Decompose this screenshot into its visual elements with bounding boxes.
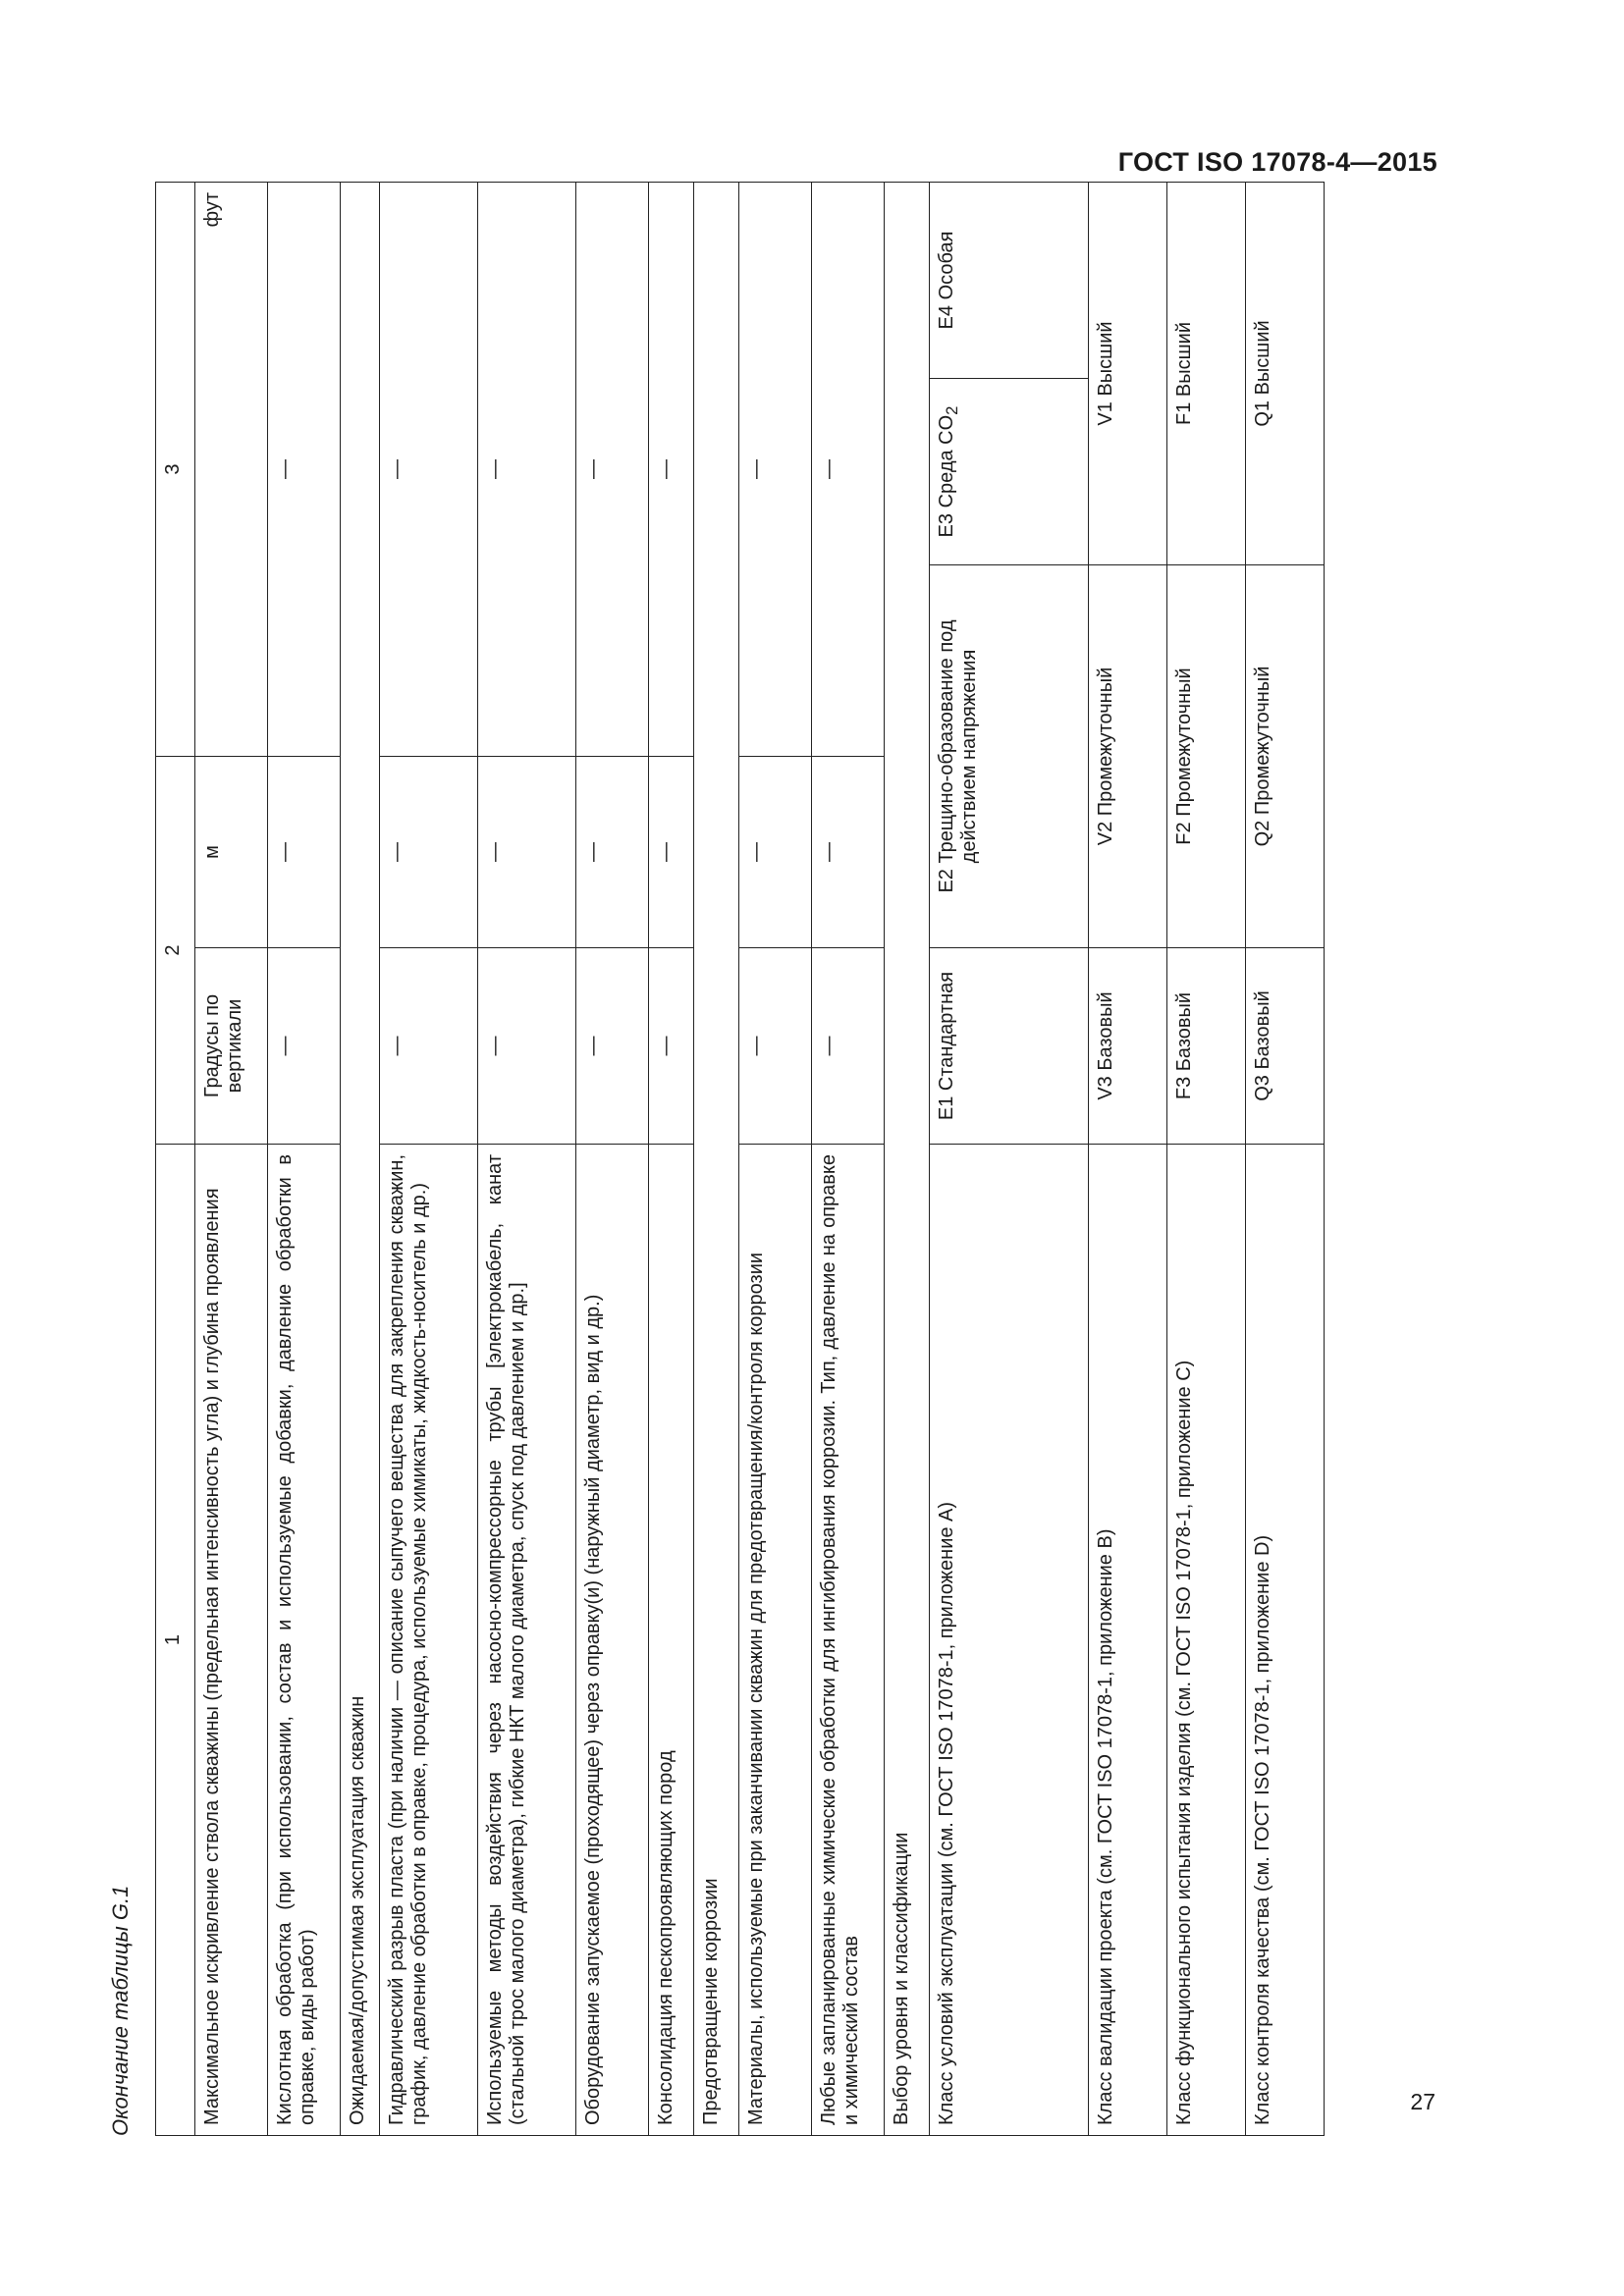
- table-row: [812, 182, 885, 2135]
- class-cell-base: Q3 Базовый: [1246, 948, 1325, 1145]
- header-col-2: 2: [156, 757, 195, 1145]
- page-number: 27: [1410, 2089, 1435, 2114]
- class-cell-base: V3 Базовый: [1089, 948, 1167, 1145]
- e3-subscript: 2: [943, 405, 961, 415]
- value-cell: —: [812, 182, 885, 756]
- value-cell: —: [380, 757, 478, 948]
- unit-cell: Градусы по вертикали: [195, 948, 268, 1145]
- value-cell: —: [739, 948, 812, 1145]
- row-label: Максимальное искривление ствола скважины (предельная интенсивность угла) и глубина проявления: [195, 1145, 268, 2136]
- section-heading: Выбор уровня и классификации: [885, 182, 930, 2135]
- class-cell-e3: [930, 379, 1089, 565]
- value-cell: —: [576, 948, 649, 1145]
- row-label: Любые запланированные химические обработки для ингибирования коррозии. Тип, давление на оправке и химический состав: [812, 1145, 885, 2136]
- table-row: [1167, 182, 1246, 2135]
- section-row: [885, 182, 930, 2135]
- section-row: [694, 182, 739, 2135]
- document-code: ГОСТ ISO 17078-4—2015: [1117, 147, 1437, 177]
- rotated-table-region: [108, 183, 1394, 2136]
- e3-text: E3 Среда CO: [936, 414, 957, 538]
- class-cell-highest: Q1 Высший: [1246, 182, 1325, 564]
- value-cell: —: [739, 757, 812, 948]
- table-row: [195, 182, 268, 2135]
- value-cell: —: [380, 948, 478, 1145]
- row-label: Гидравлический разрыв пласта (при наличии — описание сыпучего вещества для закрепления скважин, график, давление обработки в оправке, процедура, используемые химикаты, жидкость-носитель и др.): [380, 1145, 478, 2136]
- section-heading: Предотвращение коррозии: [694, 182, 739, 2135]
- value-cell: —: [478, 948, 576, 1145]
- value-cell: —: [576, 757, 649, 948]
- row-label: Используемые методы воздействия через насосно-компрессорные трубы [электрокабель, канат (стальной трос малого диаметра), гибкие НКТ малого диаметра, спуск под давлением и др.]: [478, 1145, 576, 2136]
- header-col-3: 3: [156, 182, 195, 756]
- table-row: [1089, 182, 1167, 2135]
- table-row: [478, 182, 576, 2135]
- row-label: Консолидация пескопроявляющих пород: [649, 1145, 694, 2136]
- value-cell: —: [812, 757, 885, 948]
- unit-cell: фут: [195, 182, 268, 756]
- row-label: Класс контроля качества (см. ГОСТ ISO 17078-1, приложение D): [1246, 1145, 1325, 2136]
- specification-table: [155, 182, 1325, 2136]
- table-caption: Окончание таблицы G.1: [108, 1885, 133, 2136]
- table-row: [268, 182, 341, 2135]
- row-label: Класс условий эксплуатации (см. ГОСТ ISO 17078-1, приложение А): [930, 1145, 1089, 2136]
- value-cell: —: [649, 182, 694, 756]
- value-cell: —: [478, 182, 576, 756]
- row-label: Кислотная обработка (при использовании, состав и используемые добавки, давление обработки в оправке, виды работ): [268, 1145, 341, 2136]
- row-label: Класс функционального испытания изделия (см. ГОСТ ISO 17078-1, приложение С): [1167, 1145, 1246, 2136]
- header-col-1: 1: [156, 1145, 195, 2136]
- unit-cell: м: [195, 757, 268, 948]
- value-cell: —: [739, 182, 812, 756]
- value-cell: —: [478, 757, 576, 948]
- table-row: [576, 182, 649, 2135]
- value-cell: —: [649, 948, 694, 1145]
- class-cell-e1: E1 Стандартная: [930, 948, 1089, 1145]
- class-cell-e4: E4 Особая: [930, 182, 1089, 378]
- value-cell: —: [812, 948, 885, 1145]
- value-cell: —: [268, 182, 341, 756]
- table-row: [930, 182, 1089, 2135]
- table-header-row: [156, 182, 195, 2135]
- table-row: [739, 182, 812, 2135]
- section-row: [341, 182, 380, 2135]
- class-cell-e2: E2 Трещино-образование под действием напряжения: [930, 565, 1089, 948]
- class-cell-highest: V1 Высший: [1089, 182, 1167, 564]
- class-cell-intermediate: V2 Промежуточный: [1089, 565, 1167, 948]
- class-cell-intermediate: F2 Промежуточный: [1167, 565, 1246, 948]
- value-cell: —: [649, 757, 694, 948]
- table-row: [380, 182, 478, 2135]
- value-cell: —: [576, 182, 649, 756]
- row-label: Класс валидации проекта (см. ГОСТ ISO 17078-1, приложение В): [1089, 1145, 1167, 2136]
- class-cell-highest: F1 Высший: [1167, 182, 1246, 564]
- value-cell: —: [268, 757, 341, 948]
- value-cell: —: [380, 182, 478, 756]
- class-cell-base: F3 Базовый: [1167, 948, 1246, 1145]
- row-label: Материалы, используемые при заканчивании скважин для предотвращения/контроля коррозии: [739, 1145, 812, 2136]
- row-label: Оборудование запускаемое (проходящее) через оправку(и) (наружный диаметр, вид и др.): [576, 1145, 649, 2136]
- table-row: [1246, 182, 1325, 2135]
- table-row: [649, 182, 694, 2135]
- section-heading: Ожидаемая/допустимая эксплуатация скважин: [341, 182, 380, 2135]
- value-cell: —: [268, 948, 341, 1145]
- class-cell-intermediate: Q2 Промежуточный: [1246, 565, 1325, 948]
